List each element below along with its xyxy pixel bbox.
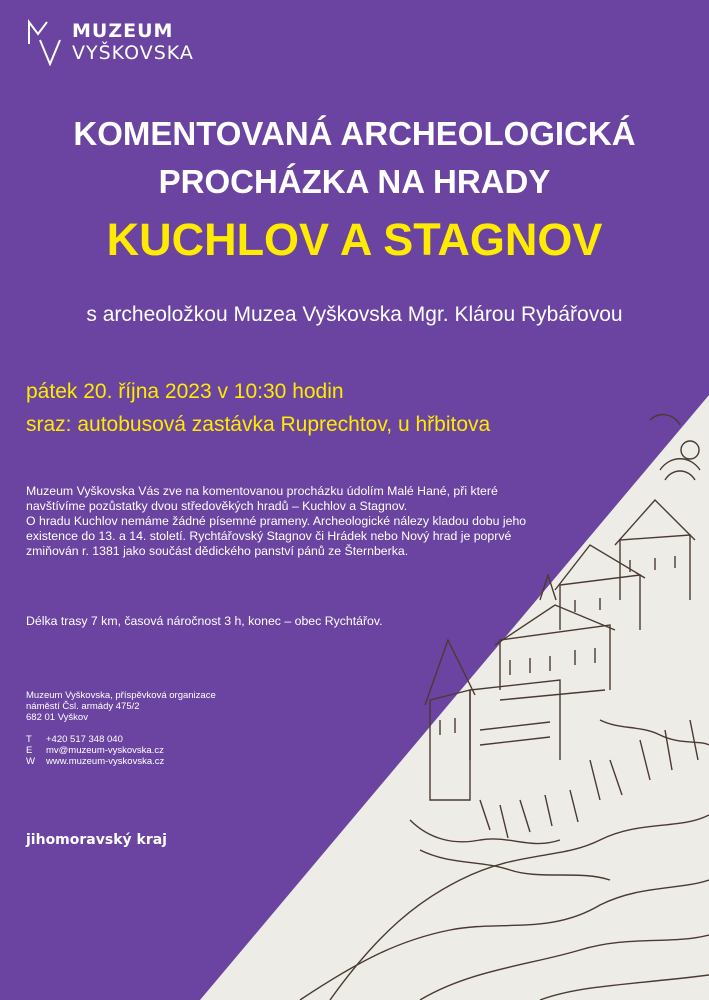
contact-email[interactable]: mv@muzeum-vyskovska.cz: [46, 745, 164, 756]
contact-email-row: [26, 745, 216, 756]
event-info: [26, 375, 490, 441]
web-label: W: [26, 756, 35, 767]
description: [26, 484, 546, 559]
event-date: pátek 20. října 2023 v 10:30 hodin: [26, 380, 344, 403]
contact-web[interactable]: www.muzeum-vyskovska.cz: [46, 756, 165, 767]
museum-logo: [26, 18, 194, 66]
route-info: Délka trasy 7 km, časová náročnost 3 h, konec – obec Rychtářov.: [26, 614, 383, 628]
phone-label: T: [26, 734, 32, 745]
contact-web-row: [26, 756, 216, 767]
logo-line-1: MUZEUM: [72, 20, 174, 42]
contact-org: Muzeum Vyškovska, příspěvková organizace: [26, 690, 216, 701]
museum-logo-icon: [26, 18, 62, 66]
contact-city: 682 01 Vyškov: [26, 712, 88, 723]
contact-block: [26, 690, 216, 767]
guide-subtitle: s archeoložkou Muzea Vyškovska Mgr. Klárou Rybářovou: [86, 303, 623, 326]
logo-line-2: VYŠKOVSKA: [72, 42, 194, 64]
contact-street: náměstí Čsl. armády 475/2: [26, 701, 140, 712]
region-logo: jihomoravský kraj: [26, 832, 167, 848]
contact-phone-row: [26, 734, 216, 745]
description-paragraph-2: O hradu Kuchlov nemáme žádné písemné prameny. Archeologické nálezy kladou dobu jeho existence do 13. a 14. století. Rychtářovský Stagnov či Hrádek nebo Nový hrad je poprvé zmiňován r. 1381 jako součást dědického panství pánů ze Šternberka.: [26, 514, 527, 558]
title-line-1: KOMENTOVANÁ ARCHEOLOGICKÁ: [73, 115, 636, 152]
title-line-2: PROCHÁZKA NA HRADY: [158, 163, 551, 200]
description-paragraph-1: Muzeum Vyškovska Vás zve na komentovanou procházku údolím Malé Hané, při které navštívíme pozůstatky dvou středověkých hradů – Kuchlov a Stagnov.: [26, 484, 498, 513]
contact-phone[interactable]: +420 517 348 040: [46, 734, 123, 745]
title-castles: KUCHLOV A STAGNOV: [106, 214, 603, 265]
event-meeting-point: sraz: autobusová zastávka Ruprechtov, u hřbitova: [26, 413, 491, 436]
email-label: E: [26, 745, 33, 756]
